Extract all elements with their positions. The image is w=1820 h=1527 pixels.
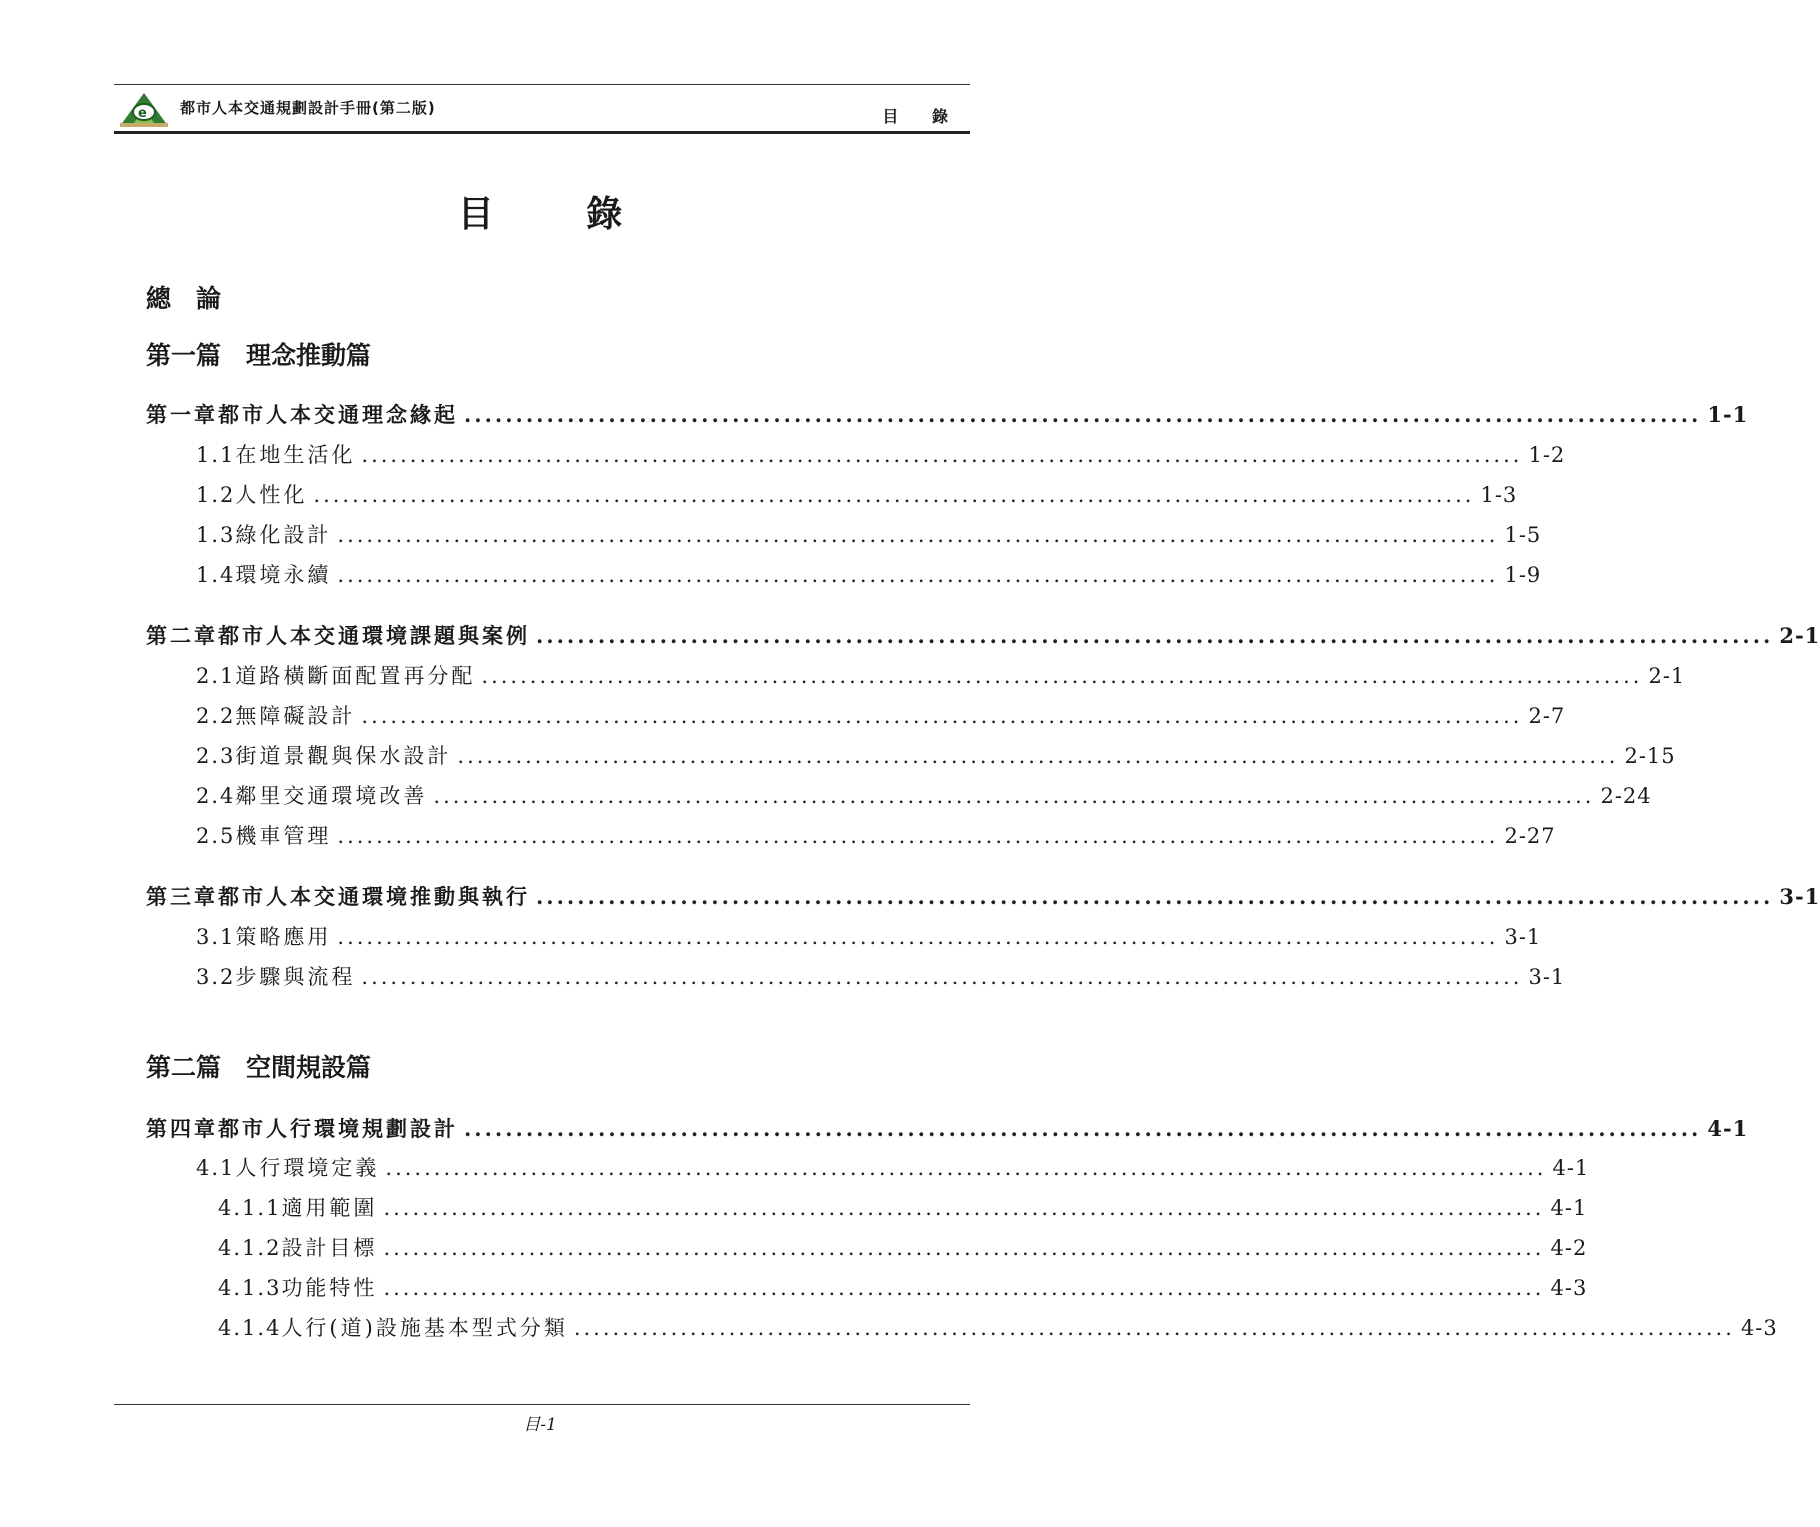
toc-dot-leader: ........................................................................................................................ <box>383 1236 1545 1260</box>
toc-entry-section-2-5[interactable] <box>196 821 1556 851</box>
toc-entry-section-3-2[interactable] <box>196 962 1566 992</box>
toc-entry-page: 2-27 <box>1504 824 1556 848</box>
toc-entry-number: 4.1.3 <box>218 1276 282 1300</box>
toc-entry-number: 2.4 <box>196 784 236 808</box>
toc-entry-title: 都市人本交通理念緣起 <box>218 402 458 427</box>
toc-entry-section-2-3[interactable] <box>196 741 1676 771</box>
header-title: 都市人本交通規劃設計手冊(第二版) <box>180 99 436 117</box>
toc-entry-number: 第三章 <box>146 884 218 909</box>
toc-entry-number: 1.4 <box>196 563 236 587</box>
toc-entry-title: 適用範圍 <box>281 1196 378 1220</box>
toc-entry-page: 2-1 <box>1779 623 1820 648</box>
toc-dot-leader: ........................................................................................................................ <box>536 623 1774 648</box>
toc-entry-page: 4-1 <box>1550 1196 1588 1220</box>
toc-entry-page: 1-1 <box>1707 402 1749 427</box>
toc-entry-page: 2-24 <box>1600 784 1652 808</box>
toc-dot-leader: ........................................................................................................................ <box>385 1156 1547 1180</box>
toc-entry-title: 步驟與流程 <box>235 965 356 989</box>
toc-dot-leader: ........................................................................................................................ <box>313 483 1475 507</box>
toc-dot-leader: ........................................................................................................................ <box>457 744 1619 768</box>
toc-entry-title: 人行環境定義 <box>235 1156 380 1180</box>
toc-entry-number: 第一章 <box>146 402 218 427</box>
toc-dot-leader: ........................................................................................................................ <box>536 884 1774 909</box>
toc-entry-page: 1-9 <box>1504 563 1542 587</box>
toc-entry-title: 人行(道)設施基本型式分類 <box>281 1316 568 1340</box>
toc-dot-leader: ........................................................................................................................ <box>361 443 1523 467</box>
toc-entry-subsection-4-1-1[interactable] <box>218 1193 1588 1223</box>
toc-entry-section-1-3[interactable] <box>196 520 1542 550</box>
footer-page-number: 目-1 <box>523 1415 557 1435</box>
toc-dot-leader: ........................................................................................................................ <box>361 704 1523 728</box>
toc-entry-page: 1-2 <box>1528 443 1566 467</box>
toc-entry-page: 4-2 <box>1550 1236 1588 1260</box>
toc-entry-number: 2.5 <box>196 824 236 848</box>
toc-entry-page: 4-3 <box>1550 1276 1588 1300</box>
toc-entry-number: 4.1.2 <box>218 1236 282 1260</box>
toc-entry-title: 環境永續 <box>235 563 332 587</box>
toc-entry-title: 功能特性 <box>281 1276 378 1300</box>
toc-entry-subsection-4-1-3[interactable] <box>218 1273 1588 1303</box>
toc-entry-chapter-4[interactable] <box>146 1114 1749 1144</box>
toc-dot-leader: ........................................................................................................................ <box>383 1276 1545 1300</box>
toc-dot-leader: ........................................................................................................................ <box>361 965 1523 989</box>
toc-entry-subsection-4-1-2[interactable] <box>218 1233 1588 1263</box>
toc-entry-section-1-4[interactable] <box>196 560 1542 590</box>
toc-entry-title: 無障礙設計 <box>235 704 356 728</box>
heading-general: 總 論 <box>146 284 222 313</box>
toc-entry-title: 在地生活化 <box>235 443 356 467</box>
toc-entry-page: 1-3 <box>1480 483 1518 507</box>
toc-entry-title: 鄰里交通環境改善 <box>235 784 428 808</box>
toc-entry-title: 機車管理 <box>235 824 332 848</box>
toc-entry-chapter-1[interactable] <box>146 400 1749 430</box>
toc-entry-title: 設計目標 <box>281 1236 378 1260</box>
toc-entry-title: 都市人行環境規劃設計 <box>218 1116 458 1141</box>
toc-entry-title: 綠化設計 <box>235 523 332 547</box>
toc-entry-page: 2-15 <box>1624 744 1676 768</box>
toc-dot-leader: ........................................................................................................................ <box>464 1116 1702 1141</box>
toc-entry-title: 人性化 <box>235 483 308 507</box>
header-bottom-rule <box>114 131 970 134</box>
toc-entry-page: 3-1 <box>1528 965 1566 989</box>
toc-entry-section-2-2[interactable] <box>196 701 1566 731</box>
toc-dot-leader: ........................................................................................................................ <box>383 1196 1545 1220</box>
svg-text:e: e <box>138 106 147 121</box>
toc-entry-number: 2.2 <box>196 704 236 728</box>
toc-entry-page: 4-1 <box>1707 1116 1749 1141</box>
toc-dot-leader: ........................................................................................................................ <box>337 523 1499 547</box>
toc-entry-section-4-1[interactable] <box>196 1153 1590 1183</box>
toc-entry-title: 街道景觀與保水設計 <box>235 744 452 768</box>
toc-dot-leader: ........................................................................................................................ <box>464 402 1702 427</box>
toc-entry-number: 1.1 <box>196 443 236 467</box>
toc-entry-number: 4.1.1 <box>218 1196 282 1220</box>
toc-entry-number: 3.1 <box>196 925 236 949</box>
toc-dot-leader: ........................................................................................................................ <box>337 824 1499 848</box>
toc-dot-leader: ........................................................................................................................ <box>481 664 1643 688</box>
toc-entry-title: 策略應用 <box>235 925 332 949</box>
toc-entry-chapter-3[interactable] <box>146 882 1820 912</box>
toc-entry-page: 2-7 <box>1528 704 1566 728</box>
toc-entry-page: 4-1 <box>1552 1156 1590 1180</box>
toc-entry-section-2-4[interactable] <box>196 781 1652 811</box>
heading-part-2: 第二篇 空間規設篇 <box>146 1053 372 1082</box>
toc-entry-page: 3-1 <box>1779 884 1820 909</box>
toc-entry-section-1-1[interactable] <box>196 440 1566 470</box>
toc-entry-section-1-2[interactable] <box>196 480 1518 510</box>
toc-entry-title: 都市人本交通環境課題與案例 <box>218 623 530 648</box>
toc-entry-number: 3.2 <box>196 965 236 989</box>
header-top-rule <box>114 84 970 85</box>
toc-entry-page: 4-3 <box>1740 1316 1778 1340</box>
toc-entry-number: 2.1 <box>196 664 236 688</box>
header-section-label: 目 錄 <box>882 107 962 126</box>
toc-entry-number: 4.1.4 <box>218 1316 282 1340</box>
toc-dot-leader: ........................................................................................................................ <box>433 784 1595 808</box>
toc-dot-leader: ........................................................................................................................ <box>337 563 1499 587</box>
heading-part-1: 第一篇 理念推動篇 <box>146 341 372 370</box>
toc-entry-number: 1.2 <box>196 483 236 507</box>
toc-entry-page: 2-1 <box>1648 664 1686 688</box>
page-title: 目 錄 <box>457 194 663 235</box>
page-header <box>114 84 970 134</box>
toc-entry-number: 第四章 <box>146 1116 218 1141</box>
toc-entry-subsection-4-1-4[interactable] <box>218 1313 1778 1343</box>
toc-entry-title: 道路橫斷面配置再分配 <box>235 664 476 688</box>
toc-entry-section-3-1[interactable] <box>196 922 1542 952</box>
toc-dot-leader: ........................................................................................................................ <box>573 1316 1735 1340</box>
toc-entry-chapter-2[interactable] <box>146 621 1820 651</box>
toc-entry-section-2-1[interactable] <box>196 661 1686 691</box>
toc-entry-number: 4.1 <box>196 1156 236 1180</box>
toc-entry-number: 第二章 <box>146 623 218 648</box>
toc-entry-number: 2.3 <box>196 744 236 768</box>
toc-entry-number: 1.3 <box>196 523 236 547</box>
manual-logo-icon <box>118 90 170 128</box>
footer-rule <box>114 1404 970 1405</box>
toc-entry-title: 都市人本交通環境推動與執行 <box>218 884 530 909</box>
toc-entry-page: 3-1 <box>1504 925 1542 949</box>
toc-entry-page: 1-5 <box>1504 523 1542 547</box>
toc-dot-leader: ........................................................................................................................ <box>337 925 1499 949</box>
